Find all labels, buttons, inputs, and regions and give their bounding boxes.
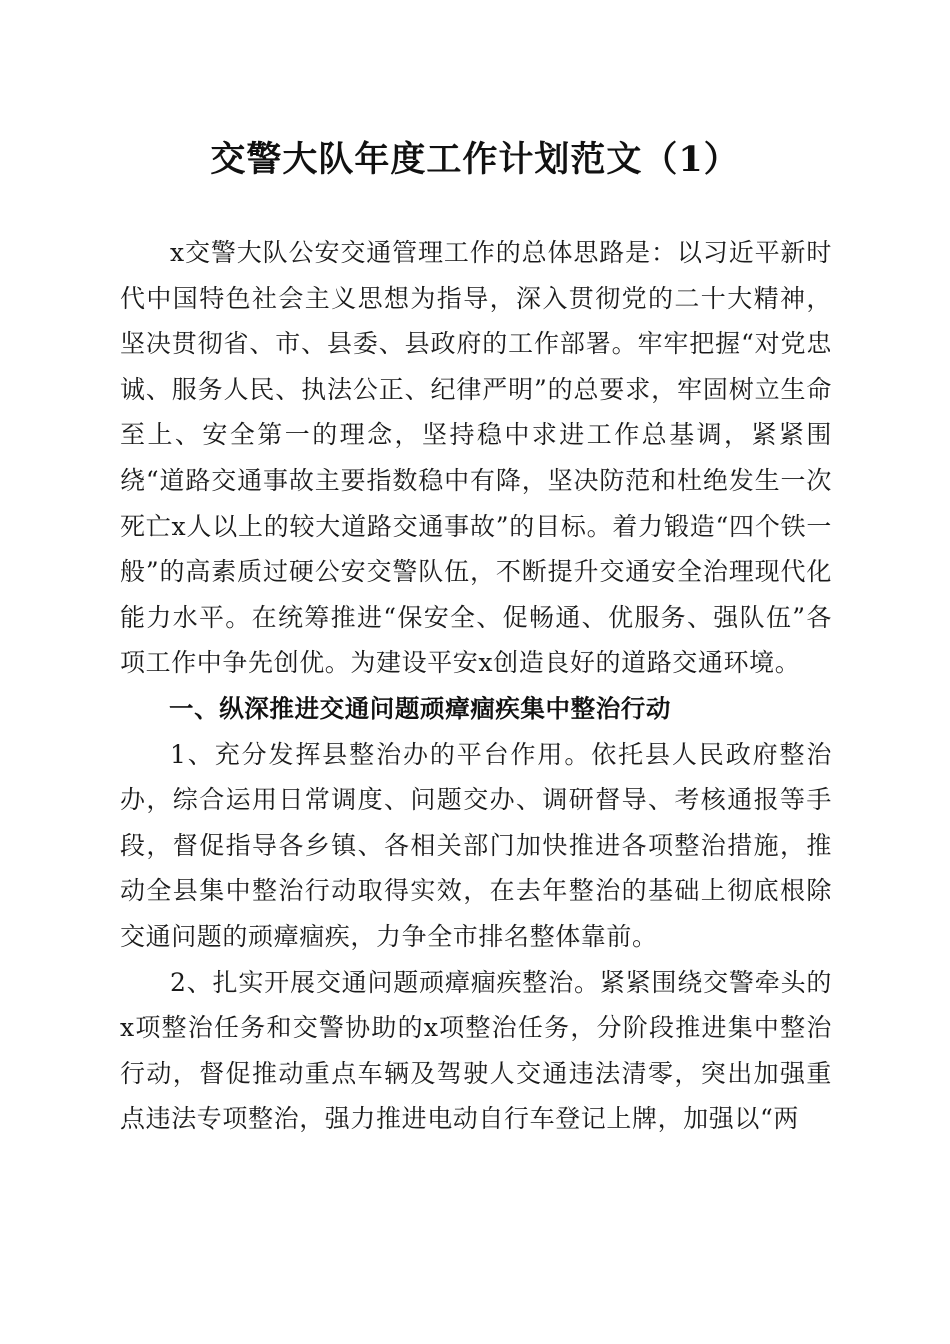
document-body: [120, 230, 832, 1142]
list-item: 1、充分发挥县整治办的平台作用。依托县人民政府整治办，综合运用日常调度、问题交办、调研督导、考核通报等手段，督促指导各乡镇、各相关部门加快推进各项整治措施，推动全县集中整治行动取得实效，在去年整治的基础上彻底根除交通问题的顽瘴痼疾，力争全市排名整体靠前。: [120, 739, 832, 951]
intro-paragraph: x交警大队公安交通管理工作的总体思路是：以习近平新时代中国特色社会主义思想为指导，深入贯彻党的二十大精神，坚决贯彻省、市、县委、县政府的工作部署。牢牢把握“对党忠诚、服务人民、执法公正、纪律严明”的总要求，牢固树立生命至上、安全第一的理念，坚持稳中求进工作总基调，紧紧围绕“道路交通事故主要指数稳中有降，坚决防范和杜绝发生一次死亡x人以上的较大道路交通事故”的目标。着力锻造“四个铁一般”的高素质过硬公安交警队伍，不断提升交通安全治理现代化能力水平。在统筹推进“保安全、促畅通、优服务、强队伍”各项工作中争先创优。为建设平安x创造良好的道路交通环境。: [120, 238, 832, 678]
document-title: 交警大队年度工作计划范文（1）: [210, 139, 740, 180]
list-item: 2、扎实开展交通问题顽瘴痼疾整治。紧紧围绕交警牵头的x项整治任务和交警协助的x项整治任务，分阶段推进集中整治行动，督促推动重点车辆及驾驶人交通违法清零，突出加强重点违法专项整治，强力推进电动自行车登记上牌，加强以“两: [120, 967, 832, 1134]
section-heading: 一、纵深推进交通问题顽瘴痼疾集中整治行动: [169, 693, 671, 723]
